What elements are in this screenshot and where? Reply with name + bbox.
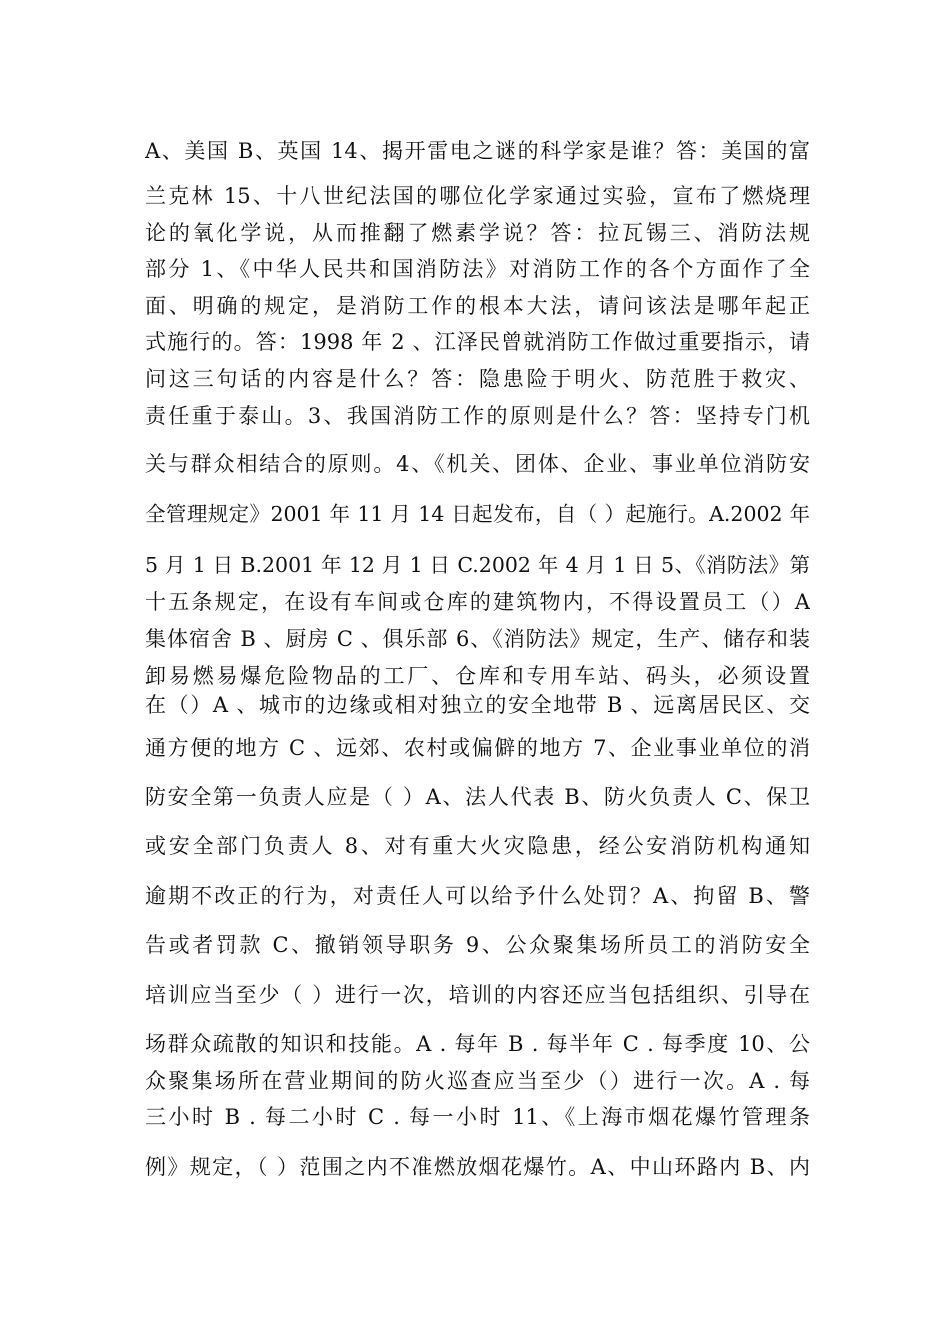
text-line: 关与群众相结合的原则。4、《机关、团体、企业、事业单位消防安 xyxy=(145,452,810,476)
text-line: 防安全第一负责人应是（ ）A、法人代表 B、防火负责人 C、保卫 xyxy=(145,785,810,809)
text-line: 十五条规定，在设有车间或仓库的建筑物内，不得设置员工（）A xyxy=(145,590,810,614)
text-line: 培训应当至少（ ）进行一次，培训的内容还应当包括组织、引导在 xyxy=(145,983,810,1007)
text-line: 责任重于泰山。3、我国消防工作的原则是什么？答：坚持专门机 xyxy=(145,404,810,428)
text-line: 面、明确的规定，是消防工作的根本大法，请问该法是哪年起正 xyxy=(145,294,810,318)
text-line: 通方便的地方 C 、远郊、农村或偏僻的地方 7、企业事业单位的消 xyxy=(145,736,810,760)
text-line: 兰克林 15、十八世纪法国的哪位化学家通过实验，宣布了燃烧理 xyxy=(145,184,810,208)
text-line: 部分 1、《中华人民共和国消防法》对消防工作的各个方面作了全 xyxy=(145,257,810,281)
text-line: 全管理规定》2001 年 11 月 14 日起发布，自（ ）起施行。A.2002 年 xyxy=(145,502,810,526)
text-line: 在（）A 、城市的边缘或相对独立的安全地带 B 、远离居民区、交 xyxy=(145,693,810,717)
text-line: 式施行的。答：1998 年 2 、江泽民曾就消防工作做过重要指示，请 xyxy=(145,330,810,354)
text-line: 集体宿舍 B 、厨房 C 、俱乐部 6、《消防法》规定，生产、储存和装 xyxy=(145,627,810,651)
text-line: 例》规定，（ ）范围之内不准燃放烟花爆竹。A、中山环路内 B、内 xyxy=(145,1155,810,1179)
text-line: 或安全部门负责人 8、对有重大火灾隐患，经公安消防机构通知 xyxy=(145,834,810,858)
text-line: 5 月 1 日 B.2001 年 12 月 1 日 C.2002 年 4 月 1 日 5、《消防法》第 xyxy=(145,553,810,577)
text-line: 场群众疏散的知识和技能。A . 每年 B . 每半年 C . 每季度 10、公 xyxy=(145,1032,810,1056)
text-line: A、美国 B、英国 14、揭开雷电之谜的科学家是谁？答：美国的富 xyxy=(145,139,810,163)
text-line: 众聚集场所在营业期间的防火巡查应当至少（）进行一次。A . 每 xyxy=(145,1069,810,1093)
text-line: 告或者罚款 C、撤销领导职务 9、公众聚集场所员工的消防安全 xyxy=(145,933,810,957)
text-line: 逾期不改正的行为，对责任人可以给予什么处罚？A、拘留 B、警 xyxy=(145,884,810,908)
text-line: 论的氧化学说，从而推翻了燃素学说？答：拉瓦锡三、消防法规 xyxy=(145,221,810,245)
text-line: 卸易燃易爆危险物品的工厂、仓库和专用车站、码头，必须设置 xyxy=(145,664,810,688)
text-line: 三小时 B . 每二小时 C . 每一小时 11、《上海市烟花爆竹管理条 xyxy=(145,1105,810,1129)
text-line: 问这三句话的内容是什么？答：隐患险于明火、防范胜于救灾、 xyxy=(145,367,810,391)
